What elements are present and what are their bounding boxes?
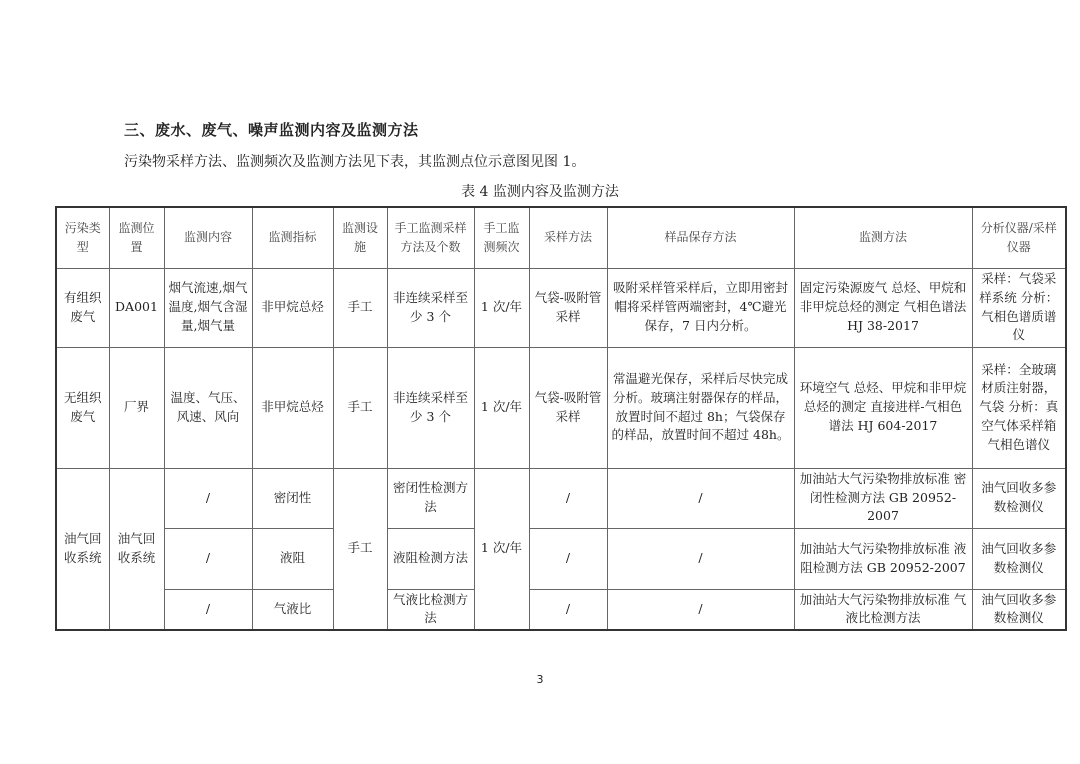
cell-method: 环境空气 总烃、甲烷和非甲烷总烃的测定 直接进样-气相色谱法 HJ 604-2017 (794, 347, 972, 468)
cell-instrument: 油气回收多参数检测仪 (972, 589, 1066, 630)
monitoring-table (55, 206, 1067, 631)
cell-method: 加油站大气污染物排放标准 液阻检测方法 GB 20952-2007 (794, 528, 972, 589)
cell-type: 油气回收系统 (56, 468, 109, 630)
cell-indicator: 非甲烷总烃 (252, 347, 333, 468)
cell-preservation: / (607, 468, 794, 528)
cell-instrument: 油气回收多参数检测仪 (972, 528, 1066, 589)
cell-sampling-method: / (529, 468, 607, 528)
cell-method: 加油站大气污染物排放标准 气液比检测方法 (794, 589, 972, 630)
cell-indicator: 密闭性 (252, 468, 333, 528)
cell-content: / (164, 589, 252, 630)
cell-content: 温度、气压、风速、风向 (164, 347, 252, 468)
cell-preservation: 吸附采样管采样后，立即用密封帽将采样管两端密封，4℃避光保存，7 日内分析。 (607, 268, 794, 347)
cell-sampling-count: 液阻检测方法 (387, 528, 474, 589)
cell-facility: 手工 (333, 468, 387, 630)
table-row (56, 347, 1066, 468)
header-cell: 监测指标 (252, 207, 333, 268)
table-row (56, 589, 1066, 630)
cell-sampling-count: 密闭性检测方法 (387, 468, 474, 528)
cell-sampling-method: 气袋-吸附管采样 (529, 268, 607, 347)
cell-facility: 手工 (333, 347, 387, 468)
cell-type: 无组织废气 (56, 347, 109, 468)
cell-location: 油气回收系统 (109, 468, 164, 630)
cell-method: 固定污染源废气 总烃、甲烷和非甲烷总烃的测定 气相色谱法 HJ 38-2017 (794, 268, 972, 347)
cell-sampling-count: 气液比检测方法 (387, 589, 474, 630)
cell-instrument: 采样：全玻璃材质注射器，气袋 分析：真空气体采样箱气相色谱仪 (972, 347, 1066, 468)
header-row (56, 207, 1066, 268)
cell-frequency: 1 次/年 (474, 268, 529, 347)
header-cell: 监测设施 (333, 207, 387, 268)
cell-sampling-method: / (529, 528, 607, 589)
cell-content: 烟气流速,烟气温度,烟气含湿量,烟气量 (164, 268, 252, 347)
header-cell: 手工监测频次 (474, 207, 529, 268)
section-title: 三、废水、废气、噪声监测内容及监测方法 (124, 121, 419, 139)
intro-paragraph: 污染物采样方法、监测频次及监测方法见下表，其监测点位示意图见图 1。 (124, 154, 586, 170)
cell-frequency: 1 次/年 (474, 347, 529, 468)
cell-frequency: 1 次/年 (474, 468, 529, 630)
cell-location: 厂界 (109, 347, 164, 468)
header-cell: 采样方法 (529, 207, 607, 268)
cell-sampling-method: / (529, 589, 607, 630)
cell-indicator: 气液比 (252, 589, 333, 630)
cell-sampling-count: 非连续采样至少 3 个 (387, 347, 474, 468)
cell-preservation: / (607, 528, 794, 589)
cell-location: DA001 (109, 268, 164, 347)
cell-sampling-count: 非连续采样至少 3 个 (387, 268, 474, 347)
cell-content: / (164, 528, 252, 589)
header-cell: 污染类型 (56, 207, 109, 268)
table-caption: 表 4 监测内容及监测方法 (461, 184, 619, 200)
header-cell: 手工监测采样方法及个数 (387, 207, 474, 268)
cell-indicator: 非甲烷总烃 (252, 268, 333, 347)
cell-indicator: 液阻 (252, 528, 333, 589)
cell-preservation: 常温避光保存，采样后尽快完成分析。玻璃注射器保存的样品，放置时间不超过 8h；气袋保存的样品，放置时间不超过 48h。 (607, 347, 794, 468)
header-cell: 样品保存方法 (607, 207, 794, 268)
header-cell: 监测位置 (109, 207, 164, 268)
page-number: 3 (536, 673, 544, 686)
cell-instrument: 采样：气袋采样系统 分析：气相色谱质谱仪 (972, 268, 1066, 347)
cell-content: / (164, 468, 252, 528)
cell-instrument: 油气回收多参数检测仪 (972, 468, 1066, 528)
cell-method: 加油站大气污染物排放标准 密闭性检测方法 GB 20952-2007 (794, 468, 972, 528)
header-cell: 监测方法 (794, 207, 972, 268)
header-cell: 监测内容 (164, 207, 252, 268)
table-row (56, 528, 1066, 589)
cell-facility: 手工 (333, 268, 387, 347)
header-cell: 分析仪器/采样仪器 (972, 207, 1066, 268)
table-row (56, 268, 1066, 347)
cell-preservation: / (607, 589, 794, 630)
cell-sampling-method: 气袋-吸附管采样 (529, 347, 607, 468)
table-row (56, 468, 1066, 528)
cell-type: 有组织废气 (56, 268, 109, 347)
